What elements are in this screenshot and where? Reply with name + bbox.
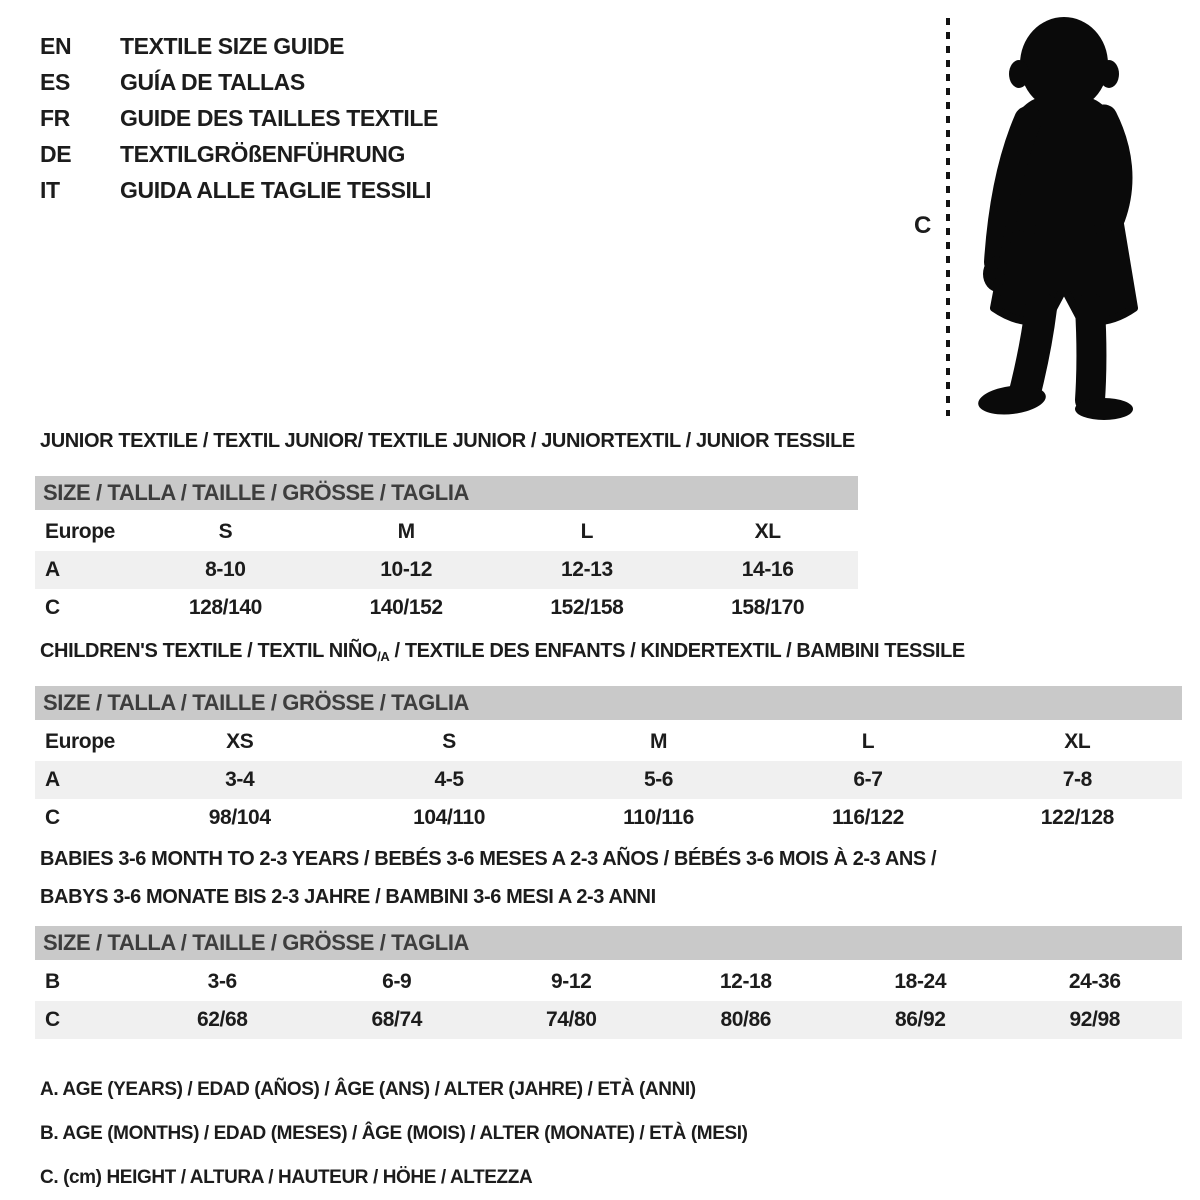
age-cell: 3-6: [207, 970, 237, 993]
legend-age-months: B. AGE (MONTHS) / EDAD (MESES) / ÂGE (MOIS) / ALTER (MONATE) / ETÀ (MESI): [40, 1123, 748, 1144]
section-title-subscript: /A: [377, 649, 390, 664]
size-cell: XS: [226, 730, 254, 753]
height-cell: 98/104: [208, 806, 271, 829]
language-code: IT: [40, 176, 60, 203]
age-cell: 24-36: [1068, 970, 1121, 993]
table-header: SIZE / TALLA / TAILLE / GRÖSSE / TAGLIA: [35, 926, 1182, 960]
section-title-text: BABYS 3-6 MONATE BIS 2-3 JAHRE / BAMBINI 3-6 MESI A 2-3 ANNI: [40, 886, 656, 908]
legend-age-years: A. AGE (YEARS) / EDAD (AÑOS) / ÂGE (ANS) / ALTER (JAHRE) / ETÀ (ANNI): [40, 1079, 696, 1100]
row-label: Europe: [45, 520, 115, 543]
height-cell: 92/98: [1069, 1008, 1121, 1031]
row-label: C: [45, 806, 60, 829]
height-measure-label: C: [914, 212, 931, 239]
size-cell: XL: [1064, 730, 1091, 753]
table-row-age-months: [35, 963, 1182, 1001]
age-cell: 5-6: [643, 768, 674, 791]
toddler-silhouette-icon: [962, 12, 1174, 420]
language-title: TEXTILE SIZE GUIDE: [120, 32, 345, 59]
language-row: [40, 172, 438, 208]
age-cell: 3-4: [225, 768, 255, 791]
height-cell: 122/128: [1040, 806, 1114, 829]
height-cell: 86/92: [894, 1008, 946, 1031]
section-title-text: / TEXTILE DES ENFANTS / KINDERTEXTIL / BAMBINI TESSILE: [389, 640, 965, 662]
legend-height-cm: C. (cm) HEIGHT / ALTURA / HAUTEUR / HÖHE / ALTEZZA: [40, 1167, 533, 1188]
row-label: A: [45, 768, 60, 791]
height-cell: 110/116: [623, 806, 694, 829]
language-title: TEXTILGRÖßENFÜHRUNG: [120, 140, 405, 167]
size-cell: M: [649, 730, 668, 753]
table-header: SIZE / TALLA / TAILLE / GRÖSSE / TAGLIA: [35, 686, 1182, 720]
height-cell: 158/170: [731, 596, 805, 619]
babies-size-table: [35, 926, 1182, 1039]
size-cell: S: [442, 730, 456, 753]
age-cell: 10-12: [380, 558, 432, 581]
language-row: [40, 64, 438, 100]
table-row-age: [35, 551, 858, 589]
age-cell: 4-5: [434, 768, 464, 791]
height-cell: 116/122: [831, 806, 904, 829]
language-code: EN: [40, 32, 72, 59]
age-cell: 18-24: [894, 970, 947, 993]
age-cell: 12-13: [561, 558, 613, 581]
section-title-text: JUNIOR TEXTILE / TEXTIL JUNIOR/ TEXTILE JUNIOR / JUNIORTEXTIL / JUNIOR TESSILE: [40, 430, 855, 452]
age-cell: 6-7: [853, 768, 883, 791]
measurement-legend: [40, 1068, 748, 1200]
height-cell: 128/140: [188, 596, 262, 619]
language-title: GUIDE DES TAILLES TEXTILE: [120, 104, 438, 131]
table-row-height: [35, 1001, 1182, 1039]
section-title-children: [40, 640, 965, 664]
age-cell: 6-9: [382, 970, 412, 993]
language-row: [40, 136, 438, 172]
row-label: C: [45, 596, 60, 619]
table-row-europe: [35, 513, 858, 551]
age-cell: 9-12: [551, 970, 592, 993]
height-cell: 152/158: [550, 596, 624, 619]
size-cell: M: [397, 520, 415, 543]
language-code: DE: [40, 140, 72, 167]
height-measure-figure: [900, 8, 1190, 422]
section-title-text: CHILDREN'S TEXTILE / TEXTIL NIÑO: [40, 640, 378, 662]
language-list: [40, 28, 438, 208]
language-title: GUIDA ALLE TAGLIE TESSILI: [120, 176, 432, 203]
table-row-height: [35, 589, 858, 627]
language-code: ES: [40, 68, 70, 95]
age-cell: 7-8: [1062, 768, 1092, 791]
height-cell: 104/110: [413, 806, 486, 829]
language-title: GUÍA DE TALLAS: [120, 68, 305, 95]
height-cell: 140/152: [369, 596, 443, 619]
table-header: SIZE / TALLA / TAILLE / GRÖSSE / TAGLIA: [35, 476, 858, 510]
table-row-age: [35, 761, 1182, 799]
age-cell: 8-10: [205, 558, 246, 581]
height-cell: 80/86: [720, 1008, 772, 1031]
size-cell: XL: [754, 520, 781, 543]
height-cell: 68/74: [371, 1008, 423, 1031]
row-label: C: [45, 1008, 60, 1031]
language-code: FR: [40, 104, 70, 131]
junior-size-table: [35, 476, 858, 627]
section-title-junior: [40, 430, 855, 453]
language-row: [40, 28, 438, 64]
size-cell: L: [861, 730, 875, 753]
size-cell: L: [580, 520, 594, 543]
height-dashed-line: [946, 18, 950, 416]
row-label: A: [45, 558, 60, 581]
size-cell: S: [218, 520, 233, 543]
height-cell: 62/68: [196, 1008, 248, 1031]
row-label: B: [45, 970, 60, 993]
section-title-babies: [40, 848, 936, 909]
children-size-table: [35, 686, 1182, 837]
table-row-europe: [35, 723, 1182, 761]
language-row: [40, 100, 438, 136]
height-cell: 74/80: [545, 1008, 597, 1031]
age-cell: 12-18: [719, 970, 772, 993]
age-cell: 14-16: [741, 558, 794, 581]
table-row-height: [35, 799, 1182, 837]
row-label: Europe: [45, 730, 115, 753]
section-title-text: BABIES 3-6 MONTH TO 2-3 YEARS / BEBÉS 3-6 MESES A 2-3 AÑOS / BÉBÉS 3-6 MOIS À 2-3 ANS /: [40, 848, 937, 870]
